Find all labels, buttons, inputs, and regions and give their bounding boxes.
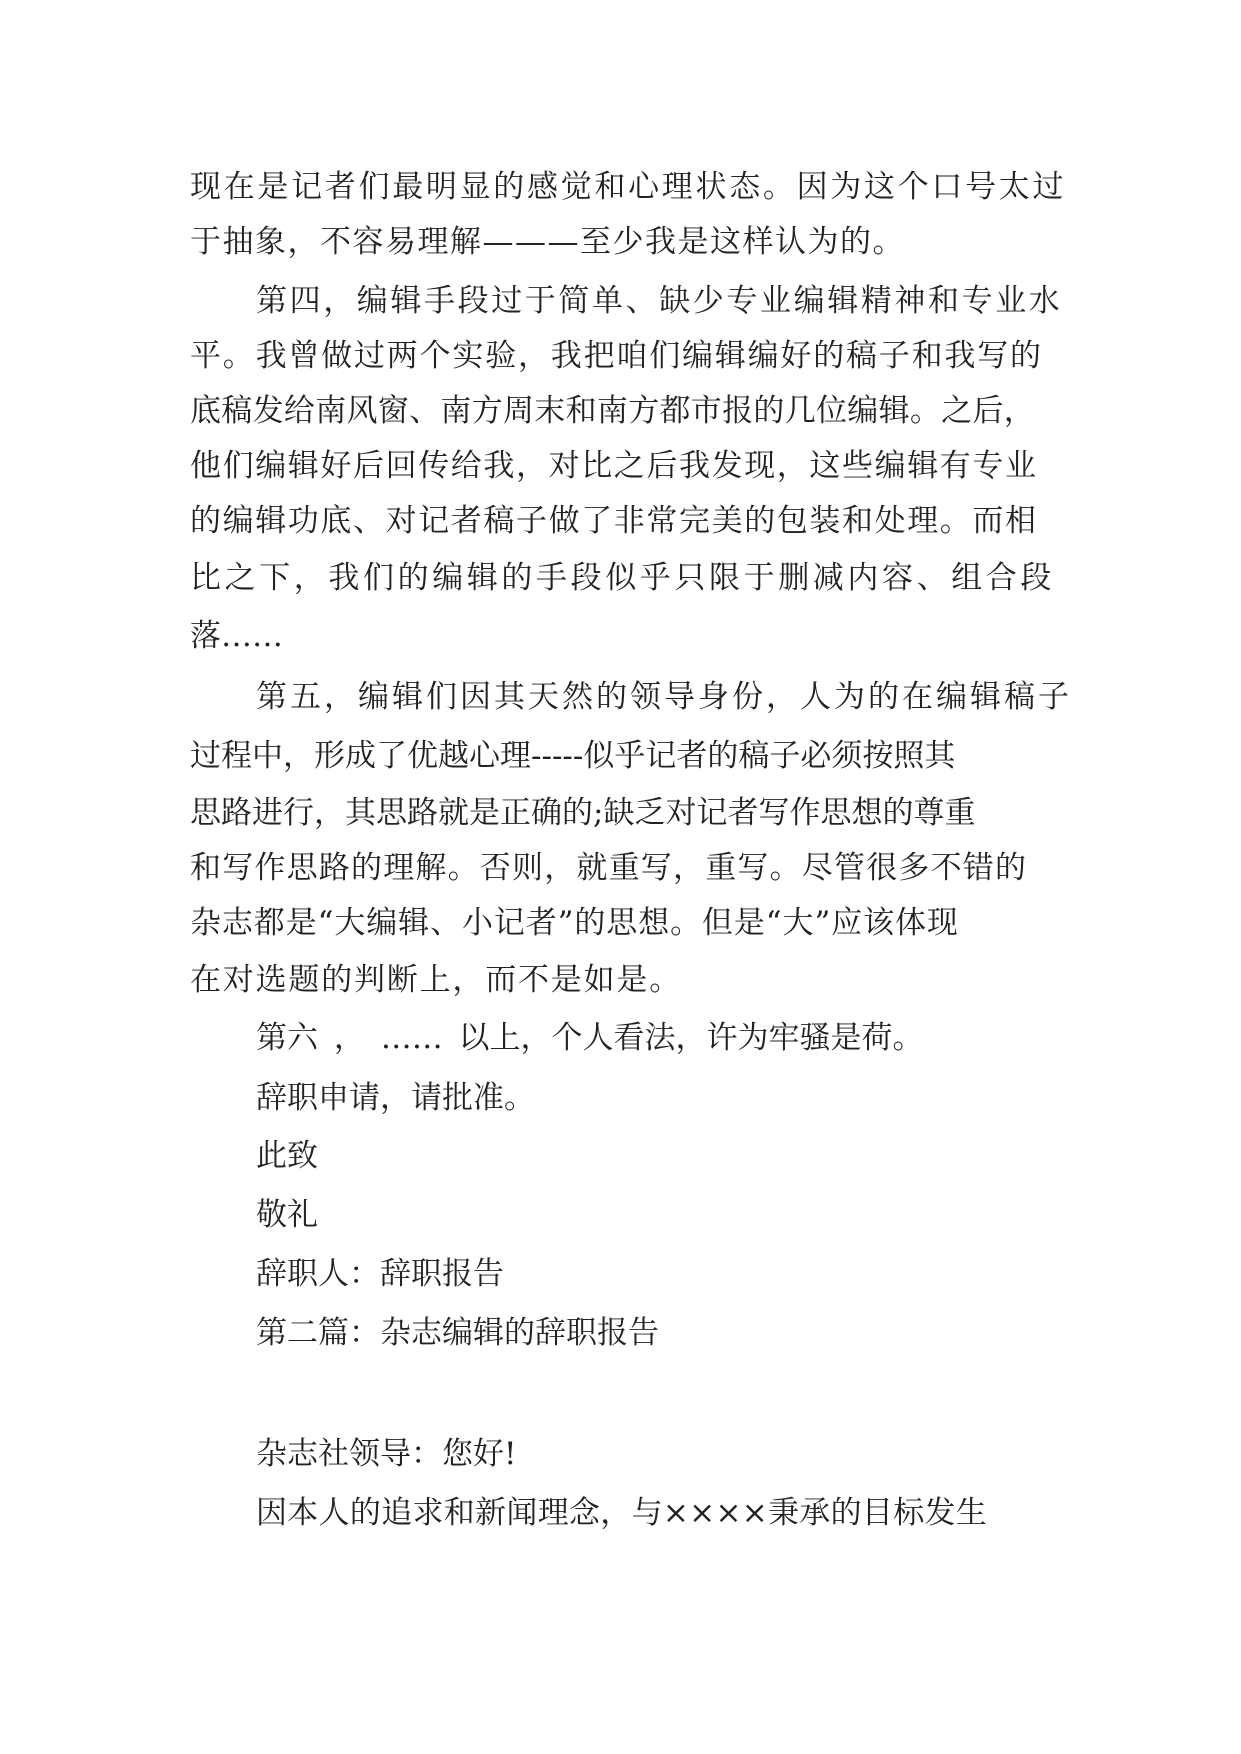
body-line: 杂志都是“大编辑、小记者”的思想。但是“大”应该体现 xyxy=(190,905,959,941)
closing-salutation: 此致 xyxy=(256,1138,318,1174)
closing-salutation: 敬礼 xyxy=(256,1197,318,1233)
signature-line: 辞职人：辞职报告 xyxy=(256,1256,504,1292)
body-line: 的编辑功底、对记者稿子做了非常完美的包装和处理。而相 xyxy=(190,503,1038,539)
body-line: 过程中，形成了优越心理-----似乎记者的稿子必须按照其 xyxy=(190,738,956,774)
letter-greeting: 杂志社领导：您好! xyxy=(256,1436,517,1472)
body-line: 辞职申请，请批准。 xyxy=(256,1080,535,1116)
body-line: 落…… xyxy=(190,618,283,654)
body-line: 在对选题的判断上，而不是如是。 xyxy=(190,962,682,998)
paragraph-first-line: 因本人的追求和新闻理念，与××××秉承的目标发生 xyxy=(256,1495,988,1531)
body-line: 比之下，我们的编辑的手段似乎只限于删减内容、组合段 xyxy=(190,560,1055,596)
body-line: 和写作思路的理解。否则，就重写，重写。尽管很多不错的 xyxy=(190,850,1028,886)
paragraph-first-line: 第五，编辑们因其天然的领导身份，人为的在编辑稿子 xyxy=(256,679,1072,715)
body-line: 第六 ， …… 以上，个人看法，许为牢骚是荷。 xyxy=(256,1020,924,1056)
body-line: 他们编辑好后回传给我，对比之后我发现，这些编辑有专业 xyxy=(190,448,1038,484)
body-line: 于抽象，不容易理解———至少我是这样认为的。 xyxy=(190,224,905,260)
body-line: 底稿发给南风窗、南方周末和南方都市报的几位编辑。之后， xyxy=(190,393,1036,429)
section-heading: 第二篇：杂志编辑的辞职报告 xyxy=(256,1315,659,1351)
body-line: 思路进行，其思路就是正确的;缺乏对记者写作思想的尊重 xyxy=(190,795,976,831)
paragraph-first-line: 第四，编辑手段过于简单、缺少专业编辑精神和专业水 xyxy=(256,283,1063,319)
body-line: 平。我曾做过两个实验，我把咱们编辑编好的稿子和我写的 xyxy=(190,338,1043,374)
body-line: 现在是记者们最明显的感觉和心理状态。因为这个口号太过 xyxy=(190,169,1067,205)
